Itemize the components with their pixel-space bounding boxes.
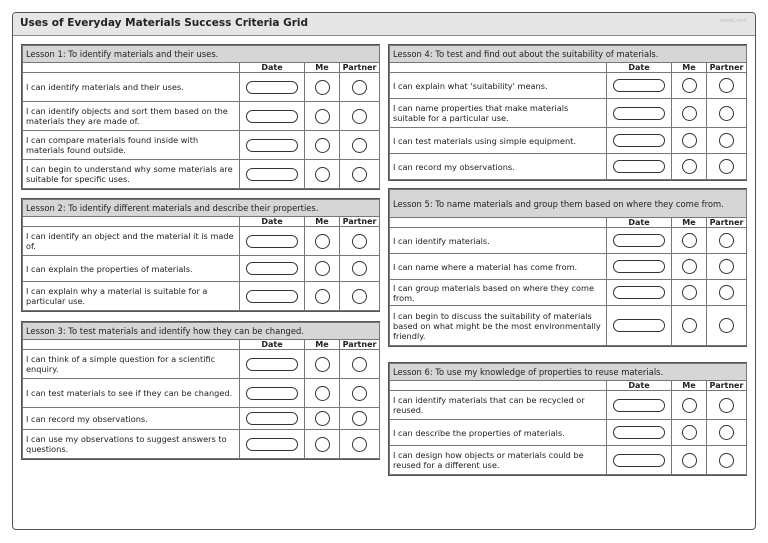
criteria-row [390, 154, 747, 180]
date-entry-box[interactable] [246, 387, 298, 400]
partner-cell [707, 420, 747, 446]
date-cell [240, 102, 305, 131]
date-entry-box[interactable] [613, 426, 665, 439]
criterion-text: I can compare materials found inside with materials found outside. [23, 131, 240, 160]
criteria-row [390, 420, 747, 446]
date-cell [240, 160, 305, 189]
page-title: Uses of Everyday Materials Success Criteria Grid [20, 17, 309, 29]
partner-checkbox-circle[interactable] [719, 453, 734, 468]
column-header-blank [23, 63, 240, 73]
me-checkbox-circle[interactable] [682, 78, 697, 93]
criteria-row [390, 128, 747, 154]
criterion-text: I can think of a simple question for a scientific enquiry. [23, 350, 240, 379]
partner-cell [707, 73, 747, 99]
partner-cell [340, 350, 380, 379]
date-entry-box[interactable] [613, 160, 665, 173]
date-entry-box[interactable] [613, 79, 665, 92]
criterion-text: I can begin to understand why some materials are suitable for specific uses. [23, 160, 240, 189]
column-header-date: Date [607, 63, 672, 73]
criteria-row [23, 131, 380, 160]
column-header-date: Date [240, 340, 305, 350]
date-cell [240, 227, 305, 256]
lesson-6-grid [388, 362, 747, 476]
criterion-text: I can name where a material has come from. [390, 254, 607, 280]
column-header-me: Me [305, 340, 340, 350]
me-cell [305, 379, 340, 408]
partner-cell [707, 99, 747, 128]
me-checkbox-circle[interactable] [315, 437, 330, 452]
partner-cell [340, 102, 380, 131]
partner-checkbox-circle[interactable] [719, 78, 734, 93]
me-checkbox-circle[interactable] [315, 289, 330, 304]
criterion-text: I can identify materials that can be recycled or reused. [390, 391, 607, 420]
partner-cell [340, 256, 380, 282]
date-cell [240, 131, 305, 160]
me-cell [305, 408, 340, 430]
date-cell [607, 446, 672, 475]
date-entry-box[interactable] [246, 262, 298, 275]
date-entry-box[interactable] [613, 319, 665, 332]
criteria-row [390, 306, 747, 346]
column-header-partner: Partner [707, 63, 747, 73]
me-cell [672, 420, 707, 446]
column-header-blank [23, 217, 240, 227]
me-cell [305, 160, 340, 189]
criteria-row [23, 227, 380, 256]
lesson-heading: Lesson 5: To name materials and group them based on where they come from. [390, 190, 747, 218]
me-checkbox-circle[interactable] [315, 109, 330, 124]
date-entry-box[interactable] [246, 235, 298, 248]
criteria-row [23, 379, 380, 408]
date-entry-box[interactable] [613, 399, 665, 412]
date-cell [607, 420, 672, 446]
me-cell [305, 102, 340, 131]
me-checkbox-circle[interactable] [682, 159, 697, 174]
criterion-text: I can identify materials. [390, 228, 607, 254]
me-checkbox-circle[interactable] [682, 259, 697, 274]
column-header-date: Date [240, 217, 305, 227]
date-cell [240, 408, 305, 430]
criteria-row [23, 350, 380, 379]
partner-cell [707, 280, 747, 306]
me-checkbox-circle[interactable] [682, 233, 697, 248]
partner-cell [707, 306, 747, 346]
column-header-date: Date [607, 218, 672, 228]
column-header-date: Date [607, 381, 672, 391]
column-header-partner: Partner [707, 381, 747, 391]
lesson-heading: Lesson 1: To identify materials and their uses. [23, 46, 380, 63]
criteria-row [390, 73, 747, 99]
partner-cell [707, 154, 747, 180]
date-cell [240, 350, 305, 379]
criteria-row [23, 102, 380, 131]
me-checkbox-circle[interactable] [315, 167, 330, 182]
me-cell [672, 254, 707, 280]
column-header-partner: Partner [707, 218, 747, 228]
me-cell [305, 73, 340, 102]
column-header-me: Me [672, 218, 707, 228]
me-checkbox-circle[interactable] [682, 106, 697, 121]
date-cell [607, 280, 672, 306]
date-entry-box[interactable] [246, 81, 298, 94]
date-cell [607, 228, 672, 254]
partner-cell [707, 254, 747, 280]
partner-checkbox-circle[interactable] [352, 289, 367, 304]
partner-checkbox-circle[interactable] [719, 106, 734, 121]
date-cell [607, 391, 672, 420]
lesson-1-grid [21, 44, 380, 190]
me-cell [305, 227, 340, 256]
criteria-row [390, 391, 747, 420]
date-cell [240, 73, 305, 102]
date-cell [607, 154, 672, 180]
partner-checkbox-circle[interactable] [352, 167, 367, 182]
date-cell [240, 282, 305, 311]
criterion-text: I can begin to discuss the suitability of materials based on what might be the most environmentally friendly. [390, 306, 607, 346]
lesson-5-grid [388, 188, 747, 347]
lesson-heading: Lesson 6: To use my knowledge of properties to reuse materials. [390, 364, 747, 381]
partner-cell [707, 228, 747, 254]
date-cell [240, 379, 305, 408]
lesson-3-grid [21, 321, 380, 460]
date-entry-box[interactable] [246, 290, 298, 303]
me-checkbox-circle[interactable] [682, 318, 697, 333]
column-header-blank [390, 218, 607, 228]
partner-checkbox-circle[interactable] [352, 261, 367, 276]
me-checkbox-circle[interactable] [315, 138, 330, 153]
criteria-row [23, 430, 380, 459]
me-cell [672, 73, 707, 99]
partner-cell [340, 408, 380, 430]
partner-cell [340, 73, 380, 102]
criterion-text: I can record my observations. [390, 154, 607, 180]
partner-checkbox-circle[interactable] [352, 80, 367, 95]
lesson-heading: Lesson 4: To test and find out about the suitability of materials. [390, 46, 747, 63]
me-cell [672, 228, 707, 254]
date-entry-box[interactable] [246, 139, 298, 152]
partner-checkbox-circle[interactable] [719, 285, 734, 300]
column-header-me: Me [672, 63, 707, 73]
column-header-date: Date [240, 63, 305, 73]
partner-checkbox-circle[interactable] [719, 318, 734, 333]
date-cell [607, 254, 672, 280]
partner-checkbox-circle[interactable] [352, 411, 367, 426]
me-cell [305, 131, 340, 160]
criterion-text: I can identify an object and the material it is made of. [23, 227, 240, 256]
lesson-4-grid [388, 44, 747, 181]
partner-cell [340, 379, 380, 408]
criteria-row [390, 280, 747, 306]
partner-cell [340, 282, 380, 311]
me-cell [672, 446, 707, 475]
me-cell [672, 99, 707, 128]
me-cell [305, 430, 340, 459]
criterion-text: I can identify materials and their uses. [23, 73, 240, 102]
partner-cell [707, 128, 747, 154]
date-cell [607, 128, 672, 154]
column-header-blank [390, 63, 607, 73]
date-cell [240, 256, 305, 282]
me-checkbox-circle[interactable] [315, 234, 330, 249]
column-header-me: Me [305, 63, 340, 73]
criteria-row [390, 99, 747, 128]
criterion-text: I can identify objects and sort them based on the materials they are made of. [23, 102, 240, 131]
me-cell [305, 282, 340, 311]
criteria-row [23, 256, 380, 282]
criterion-text: I can name properties that make materials suitable for a particular use. [390, 99, 607, 128]
column-header-me: Me [672, 381, 707, 391]
date-entry-box[interactable] [246, 412, 298, 425]
criterion-text: I can test materials to see if they can be changed. [23, 379, 240, 408]
column-header-partner: Partner [340, 63, 380, 73]
partner-checkbox-circle[interactable] [719, 398, 734, 413]
me-checkbox-circle[interactable] [315, 357, 330, 372]
criterion-text: I can design how objects or materials could be reused for a different use. [390, 446, 607, 475]
me-checkbox-circle[interactable] [315, 411, 330, 426]
partner-checkbox-circle[interactable] [719, 259, 734, 274]
partner-checkbox-circle[interactable] [352, 437, 367, 452]
title-bar [13, 13, 755, 36]
criterion-text: I can explain what 'suitability' means. [390, 73, 607, 99]
partner-cell [340, 227, 380, 256]
criteria-row [390, 446, 747, 475]
partner-cell [340, 131, 380, 160]
me-cell [672, 154, 707, 180]
me-checkbox-circle[interactable] [315, 80, 330, 95]
partner-checkbox-circle[interactable] [352, 234, 367, 249]
criterion-text: I can test materials using simple equipment. [390, 128, 607, 154]
date-cell [240, 430, 305, 459]
lesson-heading: Lesson 2: To identify different materials and describe their properties. [23, 200, 380, 217]
me-checkbox-circle[interactable] [682, 133, 697, 148]
column-header-blank [390, 381, 607, 391]
partner-checkbox-circle[interactable] [719, 133, 734, 148]
me-checkbox-circle[interactable] [315, 386, 330, 401]
partner-checkbox-circle[interactable] [719, 159, 734, 174]
me-checkbox-circle[interactable] [682, 453, 697, 468]
partner-cell [707, 446, 747, 475]
date-entry-box[interactable] [613, 286, 665, 299]
criterion-text: I can use my observations to suggest answers to questions. [23, 430, 240, 459]
me-cell [305, 256, 340, 282]
date-entry-box[interactable] [613, 260, 665, 273]
date-entry-box[interactable] [613, 454, 665, 467]
lesson-heading: Lesson 3: To test materials and identify how they can be changed. [23, 323, 380, 340]
date-entry-box[interactable] [246, 110, 298, 123]
partner-cell [707, 391, 747, 420]
date-entry-box[interactable] [246, 438, 298, 451]
partner-checkbox-circle[interactable] [719, 425, 734, 440]
criterion-text: I can describe the properties of materials. [390, 420, 607, 446]
me-checkbox-circle[interactable] [682, 398, 697, 413]
partner-checkbox-circle[interactable] [352, 386, 367, 401]
date-cell [607, 99, 672, 128]
criteria-row [23, 160, 380, 189]
partner-cell [340, 430, 380, 459]
lesson-2-grid [21, 198, 380, 312]
date-entry-box[interactable] [613, 107, 665, 120]
date-cell [607, 73, 672, 99]
me-checkbox-circle[interactable] [315, 261, 330, 276]
criteria-row [390, 228, 747, 254]
me-checkbox-circle[interactable] [682, 425, 697, 440]
brand-mark: twinkl.com [719, 18, 747, 24]
date-cell [607, 306, 672, 346]
criteria-row [23, 282, 380, 311]
column-header-me: Me [305, 217, 340, 227]
criteria-row [23, 73, 380, 102]
partner-checkbox-circle[interactable] [352, 138, 367, 153]
date-entry-box[interactable] [613, 234, 665, 247]
criterion-text: I can explain the properties of materials. [23, 256, 240, 282]
date-entry-box[interactable] [246, 358, 298, 371]
criteria-row [390, 254, 747, 280]
me-cell [672, 128, 707, 154]
me-cell [672, 391, 707, 420]
partner-checkbox-circle[interactable] [352, 109, 367, 124]
me-cell [672, 306, 707, 346]
column-header-partner: Partner [340, 340, 380, 350]
me-checkbox-circle[interactable] [682, 285, 697, 300]
me-cell [672, 280, 707, 306]
partner-checkbox-circle[interactable] [352, 357, 367, 372]
column-header-partner: Partner [340, 217, 380, 227]
date-entry-box[interactable] [613, 134, 665, 147]
partner-checkbox-circle[interactable] [719, 233, 734, 248]
column-header-blank [23, 340, 240, 350]
me-cell [305, 350, 340, 379]
date-entry-box[interactable] [246, 168, 298, 181]
criterion-text: I can group materials based on where they come from. [390, 280, 607, 306]
criterion-text: I can record my observations. [23, 408, 240, 430]
criterion-text: I can explain why a material is suitable for a particular use. [23, 282, 240, 311]
partner-cell [340, 160, 380, 189]
criteria-row [23, 408, 380, 430]
